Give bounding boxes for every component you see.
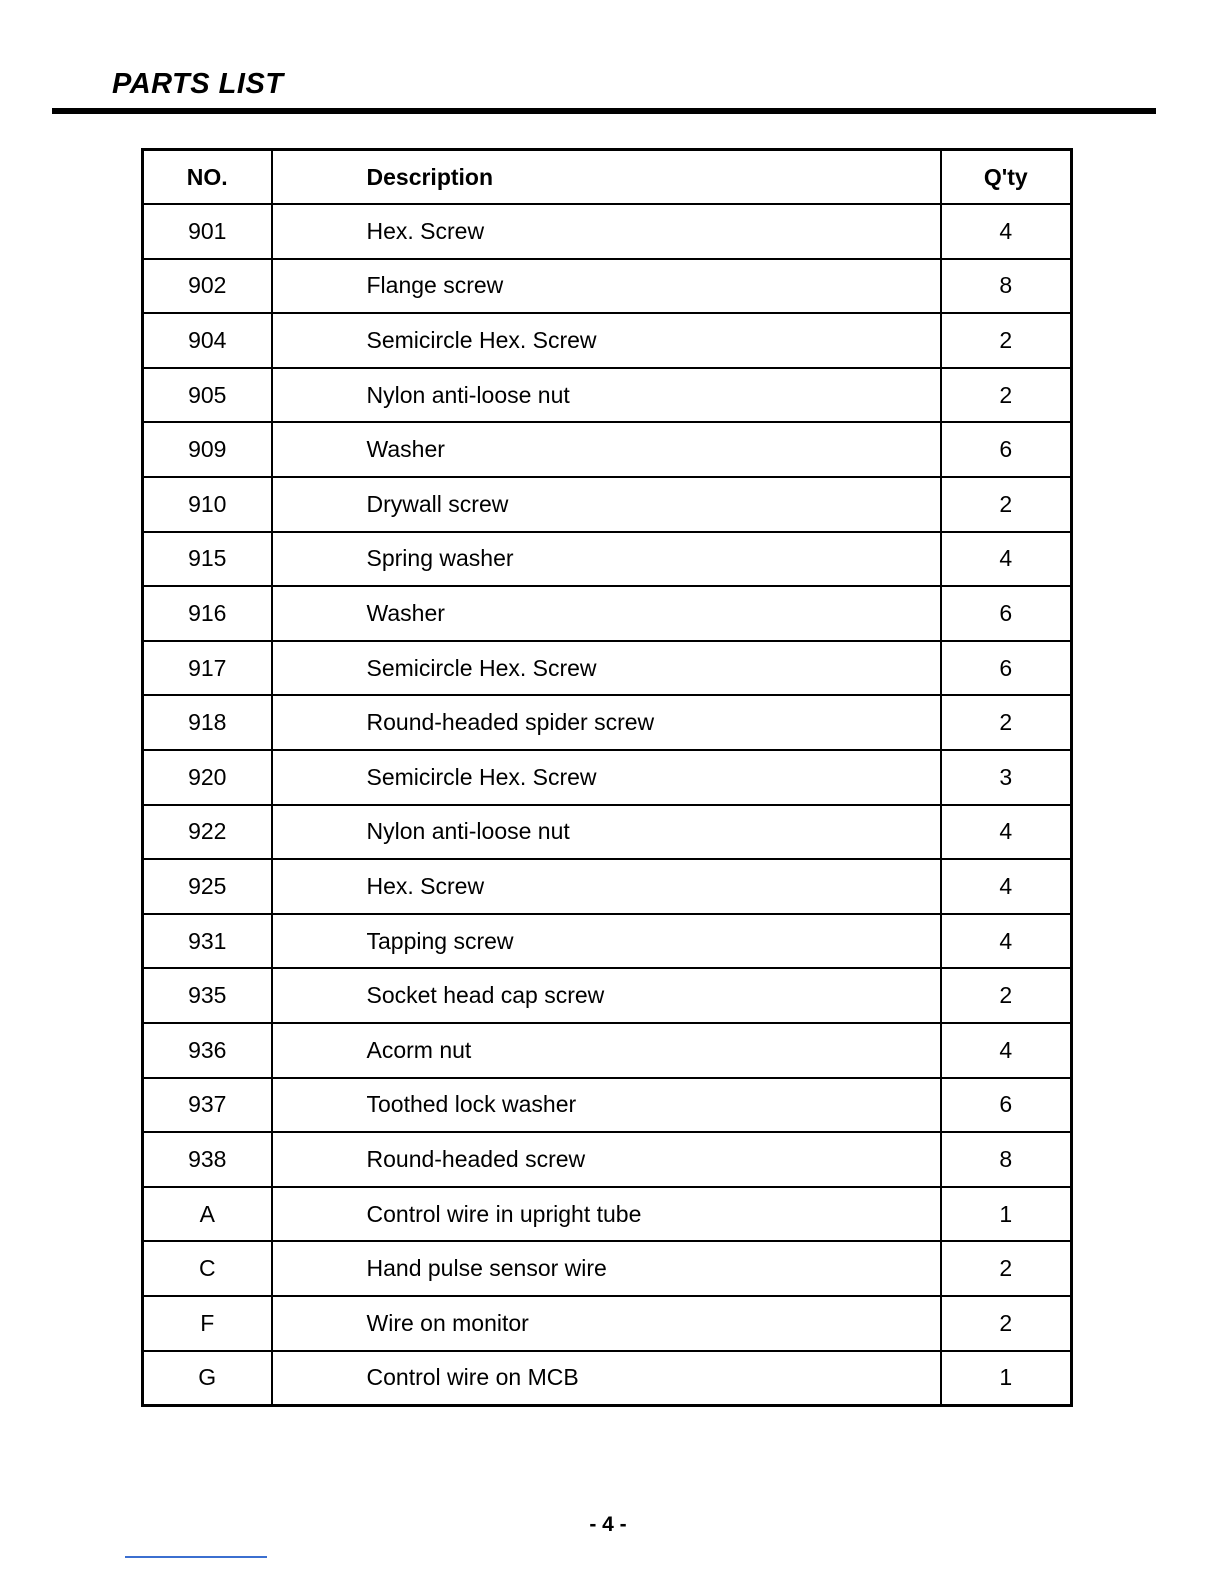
table-row	[143, 368, 1072, 423]
page-number: - 4 -	[589, 1513, 627, 1536]
table-row	[143, 641, 1072, 696]
table-row	[143, 1351, 1072, 1406]
part-number-cell: F	[143, 1296, 272, 1351]
table-row	[143, 204, 1072, 259]
part-number-cell: 915	[143, 532, 272, 587]
part-quantity-cell: 4	[941, 532, 1072, 587]
table-row	[143, 914, 1072, 969]
part-quantity-cell: 8	[941, 259, 1072, 314]
part-number-cell: 905	[143, 368, 272, 423]
part-description-cell: Flange screw	[272, 259, 941, 314]
part-description-cell: Socket head cap screw	[272, 968, 941, 1023]
table-row	[143, 1187, 1072, 1242]
footer-link-underline	[125, 1556, 267, 1558]
part-number-cell: 938	[143, 1132, 272, 1187]
part-quantity-cell: 2	[941, 1241, 1072, 1296]
table-row	[143, 259, 1072, 314]
part-description-cell: Hex. Screw	[272, 859, 941, 914]
part-number-cell: 935	[143, 968, 272, 1023]
page-title: PARTS LIST	[112, 68, 284, 100]
part-description-cell: Control wire on MCB	[272, 1351, 941, 1406]
part-description-cell: Toothed lock washer	[272, 1078, 941, 1133]
part-number-cell: 902	[143, 259, 272, 314]
part-number-cell: 931	[143, 914, 272, 969]
part-description-cell: Nylon anti-loose nut	[272, 805, 941, 860]
part-number-cell: 936	[143, 1023, 272, 1078]
part-description-cell: Round-headed screw	[272, 1132, 941, 1187]
part-number-cell: A	[143, 1187, 272, 1242]
header-description: Description	[272, 150, 941, 205]
part-description-cell: Tapping screw	[272, 914, 941, 969]
part-quantity-cell: 2	[941, 1296, 1072, 1351]
part-number-cell: 920	[143, 750, 272, 805]
title-divider	[52, 108, 1156, 114]
part-quantity-cell: 6	[941, 1078, 1072, 1133]
table-header-row	[143, 150, 1072, 205]
part-description-cell: Acorm nut	[272, 1023, 941, 1078]
part-description-cell: Hand pulse sensor wire	[272, 1241, 941, 1296]
table-row	[143, 532, 1072, 587]
part-number-cell: 922	[143, 805, 272, 860]
table-row	[143, 1078, 1072, 1133]
parts-table	[141, 148, 1073, 1407]
table-row	[143, 695, 1072, 750]
table-row	[143, 750, 1072, 805]
part-quantity-cell: 4	[941, 859, 1072, 914]
table-row	[143, 477, 1072, 532]
table-row	[143, 1023, 1072, 1078]
part-quantity-cell: 1	[941, 1187, 1072, 1242]
part-description-cell: Wire on monitor	[272, 1296, 941, 1351]
part-quantity-cell: 4	[941, 805, 1072, 860]
part-description-cell: Spring washer	[272, 532, 941, 587]
part-number-cell: C	[143, 1241, 272, 1296]
part-description-cell: Semicircle Hex. Screw	[272, 641, 941, 696]
part-quantity-cell: 2	[941, 477, 1072, 532]
part-quantity-cell: 4	[941, 1023, 1072, 1078]
table-row	[143, 1132, 1072, 1187]
part-number-cell: 917	[143, 641, 272, 696]
part-description-cell: Washer	[272, 422, 941, 477]
table-row	[143, 1241, 1072, 1296]
part-quantity-cell: 2	[941, 695, 1072, 750]
header-no: NO.	[143, 150, 272, 205]
part-description-cell: Semicircle Hex. Screw	[272, 313, 941, 368]
part-quantity-cell: 2	[941, 968, 1072, 1023]
part-number-cell: 937	[143, 1078, 272, 1133]
table-row	[143, 968, 1072, 1023]
part-description-cell: Washer	[272, 586, 941, 641]
table-row	[143, 313, 1072, 368]
parts-table-body	[143, 204, 1072, 1405]
part-description-cell: Round-headed spider screw	[272, 695, 941, 750]
header-qty: Q'ty	[941, 150, 1072, 205]
table-row	[143, 859, 1072, 914]
part-quantity-cell: 8	[941, 1132, 1072, 1187]
part-description-cell: Nylon anti-loose nut	[272, 368, 941, 423]
part-quantity-cell: 4	[941, 204, 1072, 259]
part-quantity-cell: 3	[941, 750, 1072, 805]
part-number-cell: 925	[143, 859, 272, 914]
part-number-cell: 901	[143, 204, 272, 259]
table-row	[143, 586, 1072, 641]
table-row	[143, 422, 1072, 477]
part-description-cell: Semicircle Hex. Screw	[272, 750, 941, 805]
part-quantity-cell: 2	[941, 313, 1072, 368]
part-number-cell: 918	[143, 695, 272, 750]
part-quantity-cell: 1	[941, 1351, 1072, 1406]
part-quantity-cell: 2	[941, 368, 1072, 423]
part-quantity-cell: 4	[941, 914, 1072, 969]
part-description-cell: Hex. Screw	[272, 204, 941, 259]
part-description-cell: Drywall screw	[272, 477, 941, 532]
part-number-cell: 909	[143, 422, 272, 477]
table-row	[143, 805, 1072, 860]
table-row	[143, 1296, 1072, 1351]
part-quantity-cell: 6	[941, 586, 1072, 641]
part-number-cell: 916	[143, 586, 272, 641]
part-quantity-cell: 6	[941, 422, 1072, 477]
part-description-cell: Control wire in upright tube	[272, 1187, 941, 1242]
part-number-cell: 910	[143, 477, 272, 532]
part-number-cell: G	[143, 1351, 272, 1406]
part-number-cell: 904	[143, 313, 272, 368]
part-quantity-cell: 6	[941, 641, 1072, 696]
